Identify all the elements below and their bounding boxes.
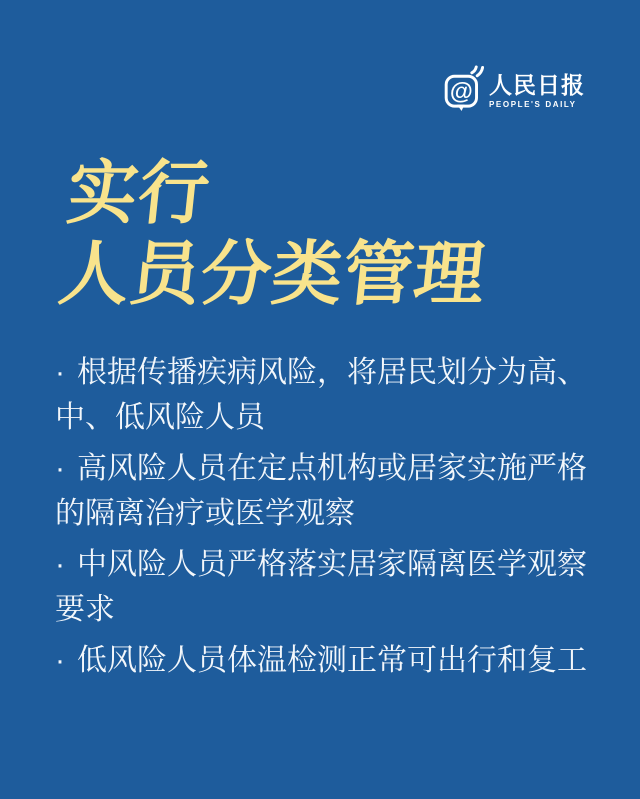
logo-tail [457, 105, 464, 111]
bullet-marker: · [55, 644, 65, 677]
bullet-marker: · [55, 452, 65, 485]
bullet-text: 中风险人员严格落实居家隔离医学观察要求 [55, 548, 587, 626]
logo-text [489, 64, 585, 109]
bullet-item-4 [55, 638, 593, 683]
logo-name-cn: 人民日报 [489, 72, 585, 98]
bullet-text: 低风险人员体温检测正常可出行和复工 [77, 644, 587, 677]
bullet-item-3 [55, 542, 593, 632]
signal-wave-large [477, 67, 482, 75]
bullet-marker: · [55, 548, 65, 581]
bullet-item-1 [55, 350, 593, 440]
bullet-text: 高风险人员在定点机构或居家实施严格的隔离治疗或医学观察 [55, 452, 587, 530]
poster-title [55, 153, 498, 315]
at-sign-icon [444, 64, 484, 111]
logo-name-en: PEOPLE'S DAILY [489, 100, 577, 110]
peoples-daily-logo [444, 64, 585, 111]
title-line-1: 实行 [63, 154, 214, 232]
bullet-text: 根据传播疾病风险，将居民划分为高、中、低风险人员 [55, 356, 587, 434]
bullet-list [55, 350, 593, 689]
bullet-item-2 [55, 446, 593, 536]
title-line-2: 人员分类管理 [55, 235, 490, 313]
signal-wave-small [472, 67, 476, 73]
bullet-marker: · [55, 356, 65, 389]
at-glyph: @ [449, 77, 473, 104]
